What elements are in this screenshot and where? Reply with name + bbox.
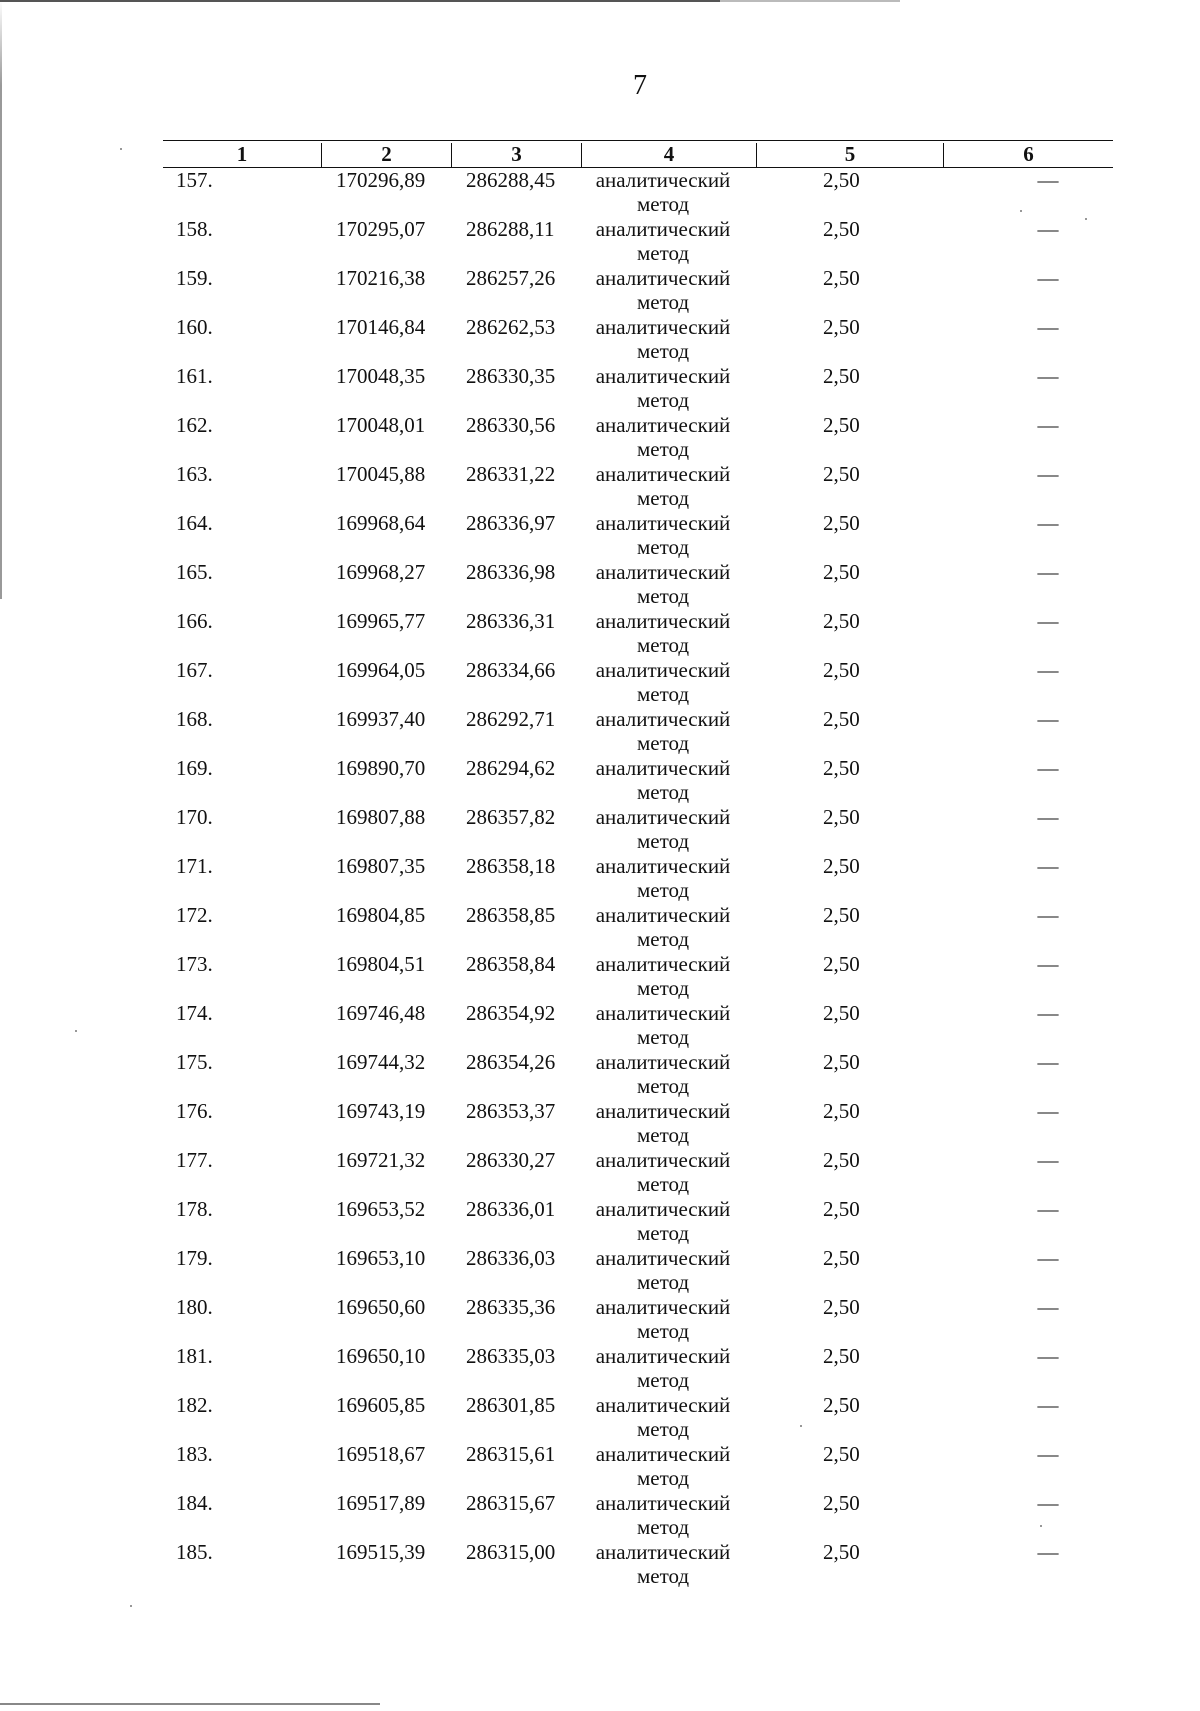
position-error: 2,50 (823, 1246, 860, 1270)
determination-method (583, 1344, 743, 1392)
determination-method (583, 266, 743, 314)
coordinate-y: 286357,82 (466, 805, 556, 829)
coordinate-x: 169968,27 (336, 560, 426, 584)
position-error: 2,50 (823, 413, 860, 437)
scan-speck (130, 1605, 132, 1607)
method-line-2: метод (636, 241, 690, 265)
method-line-1: аналитический (595, 168, 731, 192)
point-number: 167. (176, 658, 213, 682)
column-6-value: — (1037, 511, 1059, 535)
determination-method (583, 560, 743, 608)
coordinate-y: 286336,97 (466, 511, 556, 535)
table-row (163, 1295, 1113, 1344)
point-number: 175. (176, 1050, 213, 1074)
point-number: 177. (176, 1148, 213, 1172)
coordinate-x: 169937,40 (336, 707, 426, 731)
column-6-value: — (1037, 1001, 1059, 1025)
method-line-2: метод (636, 878, 690, 902)
coordinate-x: 169721,32 (336, 1148, 426, 1172)
position-error: 2,50 (823, 1001, 860, 1025)
table-row (163, 511, 1113, 560)
coordinate-y: 286336,03 (466, 1246, 556, 1270)
method-line-2: метод (636, 780, 690, 804)
determination-method (583, 903, 743, 951)
coordinate-x: 170296,89 (336, 168, 426, 192)
scan-speck (75, 1030, 77, 1032)
method-line-1: аналитический (595, 658, 731, 682)
table-row (163, 217, 1113, 266)
method-line-1: аналитический (595, 609, 731, 633)
table-row (163, 805, 1113, 854)
column-6-value: — (1037, 903, 1059, 927)
column-6-value: — (1037, 1491, 1059, 1515)
point-number: 158. (176, 217, 213, 241)
position-error: 2,50 (823, 511, 860, 535)
position-error: 2,50 (823, 609, 860, 633)
method-line-2: метод (636, 976, 690, 1000)
table-row (163, 462, 1113, 511)
column-6-value: — (1037, 413, 1059, 437)
table-row (163, 854, 1113, 903)
coordinate-y: 286294,62 (466, 756, 556, 780)
coordinate-y: 286288,45 (466, 168, 556, 192)
method-line-1: аналитический (595, 1491, 731, 1515)
table-row (163, 1540, 1113, 1589)
coordinate-y: 286354,92 (466, 1001, 556, 1025)
determination-method (583, 315, 743, 363)
coordinate-x: 169807,88 (336, 805, 426, 829)
method-line-2: метод (636, 535, 690, 559)
point-number: 180. (176, 1295, 213, 1319)
column-6-value: — (1037, 1246, 1059, 1270)
column-6-value: — (1037, 707, 1059, 731)
determination-method (583, 707, 743, 755)
column-6-value: — (1037, 315, 1059, 339)
determination-method (583, 609, 743, 657)
position-error: 2,50 (823, 1540, 860, 1564)
coordinate-y: 286354,26 (466, 1050, 556, 1074)
method-line-2: метод (636, 1515, 690, 1539)
determination-method (583, 1050, 743, 1098)
method-line-1: аналитический (595, 1540, 731, 1564)
coordinate-y: 286358,18 (466, 854, 556, 878)
coordinate-y: 286292,71 (466, 707, 556, 731)
column-6-value: — (1037, 266, 1059, 290)
coordinate-y: 286334,66 (466, 658, 556, 682)
column-header-5: 5 (756, 143, 943, 167)
coordinate-x: 169744,32 (336, 1050, 426, 1074)
column-header-4: 4 (581, 143, 756, 167)
position-error: 2,50 (823, 952, 860, 976)
point-number: 173. (176, 952, 213, 976)
scan-edge-top (0, 0, 1200, 2)
column-6-value: — (1037, 364, 1059, 388)
scan-edge-bottom (0, 1703, 380, 1705)
point-number: 162. (176, 413, 213, 437)
point-number: 157. (176, 168, 213, 192)
table-row (163, 1344, 1113, 1393)
column-6-value: — (1037, 1393, 1059, 1417)
method-line-1: аналитический (595, 315, 731, 339)
determination-method (583, 854, 743, 902)
position-error: 2,50 (823, 1491, 860, 1515)
determination-method (583, 364, 743, 412)
position-error: 2,50 (823, 1393, 860, 1417)
position-error: 2,50 (823, 1050, 860, 1074)
coordinate-y: 286353,37 (466, 1099, 556, 1123)
table-row (163, 364, 1113, 413)
table-row (163, 560, 1113, 609)
coordinate-x: 169743,19 (336, 1099, 426, 1123)
table-row (163, 1148, 1113, 1197)
coordinate-y: 286315,67 (466, 1491, 556, 1515)
column-header-6: 6 (943, 143, 1113, 167)
position-error: 2,50 (823, 1099, 860, 1123)
coordinate-y: 286335,36 (466, 1295, 556, 1319)
method-line-2: метод (636, 1221, 690, 1245)
method-line-1: аналитический (595, 560, 731, 584)
coordinate-x: 169746,48 (336, 1001, 426, 1025)
coordinate-x: 170146,84 (336, 315, 426, 339)
coordinate-y: 286330,35 (466, 364, 556, 388)
method-line-1: аналитический (595, 854, 731, 878)
method-line-1: аналитический (595, 462, 731, 486)
coordinate-y: 286336,01 (466, 1197, 556, 1221)
coordinate-x: 169968,64 (336, 511, 426, 535)
point-number: 166. (176, 609, 213, 633)
coordinate-x: 169650,60 (336, 1295, 426, 1319)
coordinate-x: 169515,39 (336, 1540, 426, 1564)
method-line-1: аналитический (595, 1442, 731, 1466)
table-row (163, 1246, 1113, 1295)
coordinate-y: 286330,56 (466, 413, 556, 437)
determination-method (583, 1491, 743, 1539)
column-6-value: — (1037, 1442, 1059, 1466)
column-6-value: — (1037, 658, 1059, 682)
method-line-2: метод (636, 1025, 690, 1049)
point-number: 165. (176, 560, 213, 584)
coordinate-x: 170045,88 (336, 462, 426, 486)
method-line-2: метод (636, 1368, 690, 1392)
coordinate-x: 169653,52 (336, 1197, 426, 1221)
table-row (163, 266, 1113, 315)
coordinate-x: 169965,77 (336, 609, 426, 633)
point-number: 182. (176, 1393, 213, 1417)
position-error: 2,50 (823, 658, 860, 682)
coordinate-y: 286301,85 (466, 1393, 556, 1417)
coordinate-x: 169605,85 (336, 1393, 426, 1417)
method-line-1: аналитический (595, 1197, 731, 1221)
point-number: 169. (176, 756, 213, 780)
method-line-1: аналитический (595, 1148, 731, 1172)
table-row (163, 168, 1113, 217)
method-line-1: аналитический (595, 756, 731, 780)
table-row (163, 1099, 1113, 1148)
method-line-2: метод (636, 1564, 690, 1588)
point-number: 174. (176, 1001, 213, 1025)
coordinate-x: 169518,67 (336, 1442, 426, 1466)
determination-method (583, 462, 743, 510)
position-error: 2,50 (823, 168, 860, 192)
table-row (163, 413, 1113, 462)
method-line-1: аналитический (595, 1393, 731, 1417)
method-line-2: метод (636, 584, 690, 608)
determination-method (583, 1442, 743, 1490)
point-number: 168. (176, 707, 213, 731)
coordinate-y: 286335,03 (466, 1344, 556, 1368)
point-number: 163. (176, 462, 213, 486)
method-line-2: метод (636, 1319, 690, 1343)
point-number: 176. (176, 1099, 213, 1123)
method-line-2: метод (636, 829, 690, 853)
position-error: 2,50 (823, 805, 860, 829)
method-line-1: аналитический (595, 364, 731, 388)
column-6-value: — (1037, 462, 1059, 486)
determination-method (583, 217, 743, 265)
determination-method (583, 805, 743, 853)
determination-method (583, 168, 743, 216)
determination-method (583, 1001, 743, 1049)
column-6-value: — (1037, 854, 1059, 878)
table-row (163, 707, 1113, 756)
table-row (163, 1197, 1113, 1246)
position-error: 2,50 (823, 903, 860, 927)
table-row (163, 315, 1113, 364)
table-row (163, 1442, 1113, 1491)
coordinates-table (163, 140, 1113, 1589)
column-6-value: — (1037, 1295, 1059, 1319)
coordinate-y: 286336,31 (466, 609, 556, 633)
position-error: 2,50 (823, 266, 860, 290)
column-6-value: — (1037, 756, 1059, 780)
column-6-value: — (1037, 1099, 1059, 1123)
coordinate-x: 169804,51 (336, 952, 426, 976)
coordinate-y: 286262,53 (466, 315, 556, 339)
method-line-2: метод (636, 192, 690, 216)
method-line-1: аналитический (595, 903, 731, 927)
method-line-1: аналитический (595, 952, 731, 976)
point-number: 160. (176, 315, 213, 339)
point-number: 159. (176, 266, 213, 290)
position-error: 2,50 (823, 756, 860, 780)
method-line-1: аналитический (595, 217, 731, 241)
table-header-row (163, 140, 1113, 168)
coordinate-y: 286288,11 (466, 217, 555, 241)
position-error: 2,50 (823, 1442, 860, 1466)
table-row (163, 903, 1113, 952)
method-line-1: аналитический (595, 266, 731, 290)
coordinate-y: 286257,26 (466, 266, 556, 290)
coordinate-x: 169517,89 (336, 1491, 426, 1515)
column-6-value: — (1037, 1050, 1059, 1074)
determination-method (583, 1099, 743, 1147)
position-error: 2,50 (823, 1295, 860, 1319)
coordinate-x: 169807,35 (336, 854, 426, 878)
point-number: 171. (176, 854, 213, 878)
method-line-1: аналитический (595, 1344, 731, 1368)
coordinate-y: 286358,85 (466, 903, 556, 927)
point-number: 161. (176, 364, 213, 388)
method-line-2: метод (636, 1172, 690, 1196)
position-error: 2,50 (823, 1148, 860, 1172)
method-line-2: метод (636, 388, 690, 412)
column-6-value: — (1037, 560, 1059, 584)
point-number: 183. (176, 1442, 213, 1466)
method-line-2: метод (636, 1417, 690, 1441)
method-line-2: метод (636, 1074, 690, 1098)
table-row (163, 1491, 1113, 1540)
method-line-1: аналитический (595, 413, 731, 437)
column-6-value: — (1037, 609, 1059, 633)
coordinate-x: 169964,05 (336, 658, 426, 682)
table-row (163, 658, 1113, 707)
coordinate-y: 286358,84 (466, 952, 556, 976)
scan-speck (1020, 210, 1022, 212)
table-body (163, 168, 1113, 1589)
determination-method (583, 1197, 743, 1245)
table-row (163, 1393, 1113, 1442)
method-line-2: метод (636, 1123, 690, 1147)
position-error: 2,50 (823, 854, 860, 878)
point-number: 172. (176, 903, 213, 927)
determination-method (583, 1540, 743, 1588)
coordinate-x: 169804,85 (336, 903, 426, 927)
column-header-3: 3 (451, 143, 581, 167)
method-line-2: метод (636, 927, 690, 951)
coordinate-y: 286315,00 (466, 1540, 556, 1564)
method-line-1: аналитический (595, 1050, 731, 1074)
coordinate-x: 169653,10 (336, 1246, 426, 1270)
position-error: 2,50 (823, 707, 860, 731)
position-error: 2,50 (823, 462, 860, 486)
scan-speck (1040, 1525, 1042, 1527)
table-row (163, 1050, 1113, 1099)
page-number: 7 (633, 70, 647, 101)
method-line-2: метод (636, 437, 690, 461)
table-row (163, 609, 1113, 658)
method-line-2: метод (636, 682, 690, 706)
point-number: 184. (176, 1491, 213, 1515)
position-error: 2,50 (823, 364, 860, 388)
coordinate-x: 170048,35 (336, 364, 426, 388)
coordinate-x: 169650,10 (336, 1344, 426, 1368)
scan-speck (1085, 218, 1087, 220)
column-6-value: — (1037, 952, 1059, 976)
method-line-1: аналитический (595, 1099, 731, 1123)
point-number: 185. (176, 1540, 213, 1564)
method-line-2: метод (636, 1270, 690, 1294)
coordinate-x: 170216,38 (336, 266, 426, 290)
method-line-2: метод (636, 486, 690, 510)
method-line-1: аналитический (595, 511, 731, 535)
method-line-1: аналитический (595, 1246, 731, 1270)
method-line-1: аналитический (595, 1001, 731, 1025)
coordinate-y: 286330,27 (466, 1148, 556, 1172)
position-error: 2,50 (823, 1197, 860, 1221)
scan-edge-left (0, 0, 2, 1711)
column-6-value: — (1037, 1344, 1059, 1368)
method-line-2: метод (636, 1466, 690, 1490)
coordinate-y: 286331,22 (466, 462, 556, 486)
determination-method (583, 413, 743, 461)
coordinate-y: 286336,98 (466, 560, 556, 584)
column-header-2: 2 (321, 143, 451, 167)
column-6-value: — (1037, 168, 1059, 192)
point-number: 170. (176, 805, 213, 829)
method-line-1: аналитический (595, 1295, 731, 1319)
determination-method (583, 756, 743, 804)
column-6-value: — (1037, 217, 1059, 241)
point-number: 181. (176, 1344, 213, 1368)
table-row (163, 1001, 1113, 1050)
determination-method (583, 1148, 743, 1196)
determination-method (583, 1246, 743, 1294)
point-number: 179. (176, 1246, 213, 1270)
determination-method (583, 1393, 743, 1441)
method-line-2: метод (636, 731, 690, 755)
point-number: 164. (176, 511, 213, 535)
determination-method (583, 1295, 743, 1343)
method-line-2: метод (636, 290, 690, 314)
method-line-1: аналитический (595, 805, 731, 829)
column-6-value: — (1037, 1197, 1059, 1221)
point-number: 178. (176, 1197, 213, 1221)
scan-speck (120, 148, 122, 150)
column-6-value: — (1037, 1540, 1059, 1564)
coordinate-x: 170295,07 (336, 217, 426, 241)
column-6-value: — (1037, 1148, 1059, 1172)
position-error: 2,50 (823, 217, 860, 241)
table-row (163, 952, 1113, 1001)
method-line-1: аналитический (595, 707, 731, 731)
determination-method (583, 511, 743, 559)
column-header-1: 1 (236, 142, 248, 166)
position-error: 2,50 (823, 560, 860, 584)
determination-method (583, 658, 743, 706)
method-line-2: метод (636, 339, 690, 363)
method-line-2: метод (636, 633, 690, 657)
coordinate-x: 170048,01 (336, 413, 426, 437)
table-row (163, 756, 1113, 805)
scan-speck (800, 1425, 802, 1427)
coordinate-x: 169890,70 (336, 756, 426, 780)
column-6-value: — (1037, 805, 1059, 829)
position-error: 2,50 (823, 315, 860, 339)
coordinate-y: 286315,61 (466, 1442, 556, 1466)
position-error: 2,50 (823, 1344, 860, 1368)
determination-method (583, 952, 743, 1000)
